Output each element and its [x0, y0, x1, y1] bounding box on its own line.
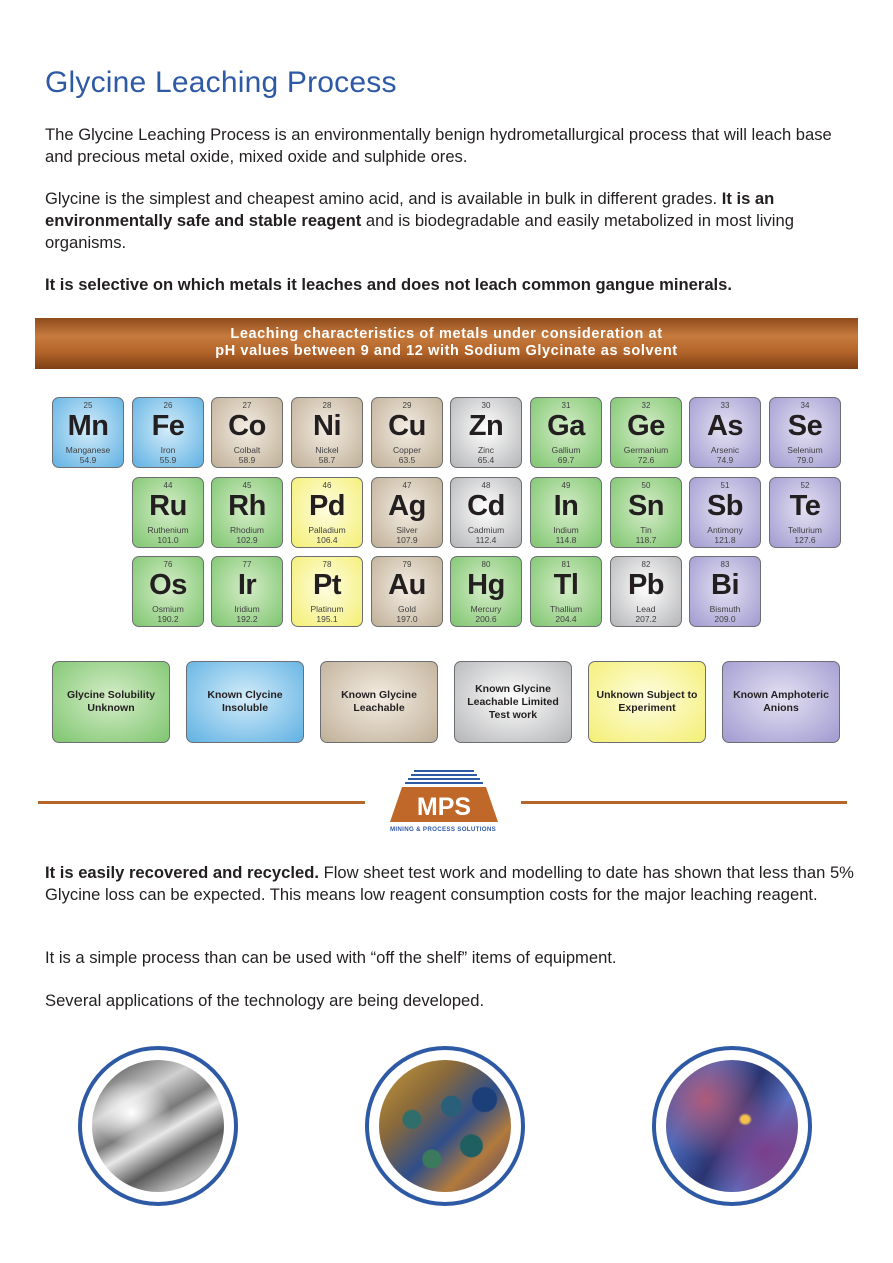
- intro-paragraph: The Glycine Leaching Process is an environmentally benign hydrometallurgical process that will leach base and precious metal oxide, mixed oxide and sulphide ores.: [45, 125, 832, 166]
- element-tile-ni: [291, 397, 363, 468]
- element-symbol: Zn: [468, 410, 504, 442]
- element-name: Nickel: [315, 445, 339, 455]
- element-tile-bi: [689, 556, 761, 627]
- element-name: Cadmium: [467, 525, 505, 535]
- element-symbol: Ru: [149, 490, 187, 522]
- element-weight: 72.6: [637, 455, 655, 465]
- element-number: 78: [322, 560, 332, 569]
- element-symbol: Au: [388, 569, 426, 601]
- element-tile-ge: [610, 397, 682, 468]
- element-tile-fe: [132, 397, 204, 468]
- element-symbol: Se: [787, 410, 823, 442]
- glycine-text-2: and is biodegradable and easily metabolized in most living organisms.: [45, 211, 794, 252]
- element-name: Selenium: [787, 445, 823, 455]
- element-name: Indium: [553, 525, 579, 535]
- divider-right: [521, 801, 847, 804]
- element-tile-ru: [132, 477, 204, 548]
- element-weight: 207.2: [635, 614, 657, 624]
- element-tile-cd: [450, 477, 522, 548]
- element-weight: 121.8: [714, 535, 736, 545]
- element-tile-pt: [291, 556, 363, 627]
- element-number: 31: [561, 401, 571, 410]
- element-weight: 55.9: [159, 455, 177, 465]
- element-number: 46: [322, 481, 332, 490]
- element-name: Platinum: [310, 604, 344, 614]
- element-tile-ir: [211, 556, 283, 627]
- element-name: Thallium: [549, 604, 583, 614]
- element-name: Iridium: [234, 604, 260, 614]
- element-tile-as: [689, 397, 761, 468]
- banner-line-2: pH values between 9 and 12 with Sodium Glycinate as solvent: [215, 343, 678, 359]
- element-weight: 102.9: [236, 535, 258, 545]
- element-symbol: Cd: [467, 490, 505, 522]
- logo-subtitle: MINING & PROCESS SOLUTIONS: [389, 826, 497, 833]
- element-tile-pb: [610, 556, 682, 627]
- element-name: Zinc: [477, 445, 495, 455]
- element-symbol: Te: [789, 490, 821, 522]
- element-name: Gold: [398, 604, 416, 614]
- element-symbol: Ge: [627, 410, 665, 442]
- element-number: 25: [83, 401, 93, 410]
- element-symbol: As: [706, 410, 744, 442]
- element-name: Colbalt: [233, 445, 261, 455]
- element-number: 34: [800, 401, 810, 410]
- element-name: Lead: [636, 604, 656, 614]
- element-number: 83: [720, 560, 730, 569]
- legend-yellow: Unknown Subject to Experiment: [588, 661, 706, 743]
- element-weight: 209.0: [714, 614, 736, 624]
- element-tile-hg: [450, 556, 522, 627]
- recovered-text-bold: It is easily recovered and recycled.: [45, 863, 319, 882]
- recovered-paragraph: [45, 862, 855, 906]
- element-tile-zn: [450, 397, 522, 468]
- element-weight: 118.7: [635, 535, 657, 545]
- element-weight: 74.9: [716, 455, 734, 465]
- element-symbol: Ir: [237, 569, 257, 601]
- metal-image: [92, 1060, 224, 1192]
- element-tile-te: [769, 477, 841, 548]
- legend-green: Glycine Solubility Unknown: [52, 661, 170, 743]
- element-symbol: Co: [228, 410, 266, 442]
- element-tile-in: [530, 477, 602, 548]
- banner-line-1: Leaching characteristics of metals under consideration at: [230, 326, 663, 342]
- element-tile-co: [211, 397, 283, 468]
- element-weight: 54.9: [79, 455, 97, 465]
- element-number: 29: [402, 401, 412, 410]
- element-symbol: Rh: [228, 490, 266, 522]
- element-name: Antimony: [707, 525, 743, 535]
- glycine-text-1: Glycine is the simplest and cheapest amino acid, and is available in bulk in different grades.: [45, 189, 722, 208]
- element-symbol: Tl: [553, 569, 579, 601]
- simple-paragraph: It is a simple process than can be used with “off the shelf” items of equipment.: [45, 948, 617, 967]
- element-number: 44: [163, 481, 173, 490]
- applications-paragraph: Several applications of the technology are being developed.: [45, 991, 485, 1010]
- element-tile-tl: [530, 556, 602, 627]
- legend-grey: Known Glycine Leachable Limited Test work: [454, 661, 572, 743]
- element-symbol: Mn: [67, 410, 109, 442]
- photo-ore-sample: [652, 1046, 812, 1206]
- element-number: 51: [720, 481, 730, 490]
- legend-blue: Known Clycine Insoluble: [186, 661, 304, 743]
- element-number: 50: [641, 481, 651, 490]
- element-name: Osmium: [152, 604, 184, 614]
- element-symbol: Os: [149, 569, 187, 601]
- element-number: 80: [481, 560, 491, 569]
- element-weight: 195.1: [316, 614, 338, 624]
- element-name: Iron: [160, 445, 176, 455]
- element-number: 49: [561, 481, 571, 490]
- legend-purple: Known Amphoteric Anions: [722, 661, 840, 743]
- element-tile-mn: [52, 397, 124, 468]
- element-weight: 58.7: [318, 455, 336, 465]
- element-symbol: Sn: [627, 490, 665, 522]
- selective-paragraph: It is selective on which metals it leaches and does not leach common gangue minerals.: [45, 275, 733, 294]
- element-weight: 114.8: [555, 535, 577, 545]
- element-weight: 79.0: [796, 455, 814, 465]
- logo-lines: [405, 770, 483, 784]
- element-symbol: Cu: [388, 410, 426, 442]
- element-number: 82: [641, 560, 651, 569]
- element-tile-se: [769, 397, 841, 468]
- legend-tan: Known Glycine Leachable: [320, 661, 438, 743]
- element-symbol: Ni: [313, 410, 341, 442]
- element-number: 81: [561, 560, 571, 569]
- element-number: 47: [402, 481, 412, 490]
- element-number: 32: [641, 401, 651, 410]
- element-weight: 197.0: [396, 614, 418, 624]
- element-number: 33: [720, 401, 730, 410]
- element-name: Ruthenium: [147, 525, 189, 535]
- element-name: Rhodium: [229, 525, 265, 535]
- element-name: Palladium: [308, 525, 346, 535]
- element-number: 52: [800, 481, 810, 490]
- element-symbol: Pd: [308, 490, 346, 522]
- element-tile-sn: [610, 477, 682, 548]
- element-number: 45: [242, 481, 252, 490]
- element-symbol: Pt: [313, 569, 341, 601]
- element-tile-pd: [291, 477, 363, 548]
- glycine-text-bold: It is an environmentally safe and stable reagent: [45, 189, 775, 230]
- page-title: Glycine Leaching Process: [45, 66, 397, 99]
- element-weight: 107.9: [396, 535, 418, 545]
- element-symbol: Sb: [706, 490, 744, 522]
- divider-left: [38, 801, 365, 804]
- element-tile-sb: [689, 477, 761, 548]
- element-symbol: Ag: [388, 490, 426, 522]
- element-symbol: Hg: [467, 569, 505, 601]
- element-name: Gallium: [551, 445, 581, 455]
- glycine-paragraph: [45, 188, 855, 254]
- element-weight: 112.4: [475, 535, 497, 545]
- element-name: Tin: [640, 525, 652, 535]
- element-weight: 65.4: [477, 455, 495, 465]
- element-weight: 69.7: [557, 455, 575, 465]
- element-tile-cu: [371, 397, 443, 468]
- element-number: 48: [481, 481, 491, 490]
- element-weight: 106.4: [316, 535, 338, 545]
- element-name: Copper: [393, 445, 421, 455]
- element-weight: 63.5: [398, 455, 416, 465]
- element-number: 76: [163, 560, 173, 569]
- leaching-banner: [35, 318, 858, 369]
- ore-image: [666, 1060, 798, 1192]
- element-number: 77: [242, 560, 252, 569]
- element-number: 27: [242, 401, 252, 410]
- element-tile-ga: [530, 397, 602, 468]
- element-symbol: Bi: [711, 569, 739, 601]
- element-symbol: In: [553, 490, 579, 522]
- element-name: Mercury: [470, 604, 502, 614]
- element-name: Bismuth: [709, 604, 741, 614]
- recovered-text-rest: Flow sheet test work and modelling to date has shown that less than 5% Glycine loss can be expected. This means low reagent consumption costs for the major leaching reagent.: [45, 863, 854, 904]
- element-weight: 101.0: [157, 535, 179, 545]
- element-name: Manganese: [65, 445, 111, 455]
- element-symbol: Fe: [151, 410, 185, 442]
- element-symbol: Ga: [547, 410, 585, 442]
- element-number: 30: [481, 401, 491, 410]
- element-tile-ag: [371, 477, 443, 548]
- element-number: 28: [322, 401, 332, 410]
- logo-text: MPS: [416, 793, 472, 821]
- element-weight: 190.2: [157, 614, 179, 624]
- element-symbol: Pb: [627, 569, 665, 601]
- element-name: Tellurium: [787, 525, 822, 535]
- photo-metal-sample: [78, 1046, 238, 1206]
- element-weight: 200.6: [475, 614, 497, 624]
- mineral-image: [379, 1060, 511, 1192]
- photo-mineral-sample: [365, 1046, 525, 1206]
- element-name: Arsenic: [710, 445, 740, 455]
- element-name: Silver: [396, 525, 418, 535]
- element-number: 79: [402, 560, 412, 569]
- element-weight: 204.4: [555, 614, 577, 624]
- element-name: Germanium: [623, 445, 669, 455]
- element-tile-rh: [211, 477, 283, 548]
- element-number: 26: [163, 401, 173, 410]
- element-tile-os: [132, 556, 204, 627]
- element-tile-au: [371, 556, 443, 627]
- element-weight: 192.2: [236, 614, 258, 624]
- element-weight: 58.9: [238, 455, 256, 465]
- element-weight: 127.6: [794, 535, 816, 545]
